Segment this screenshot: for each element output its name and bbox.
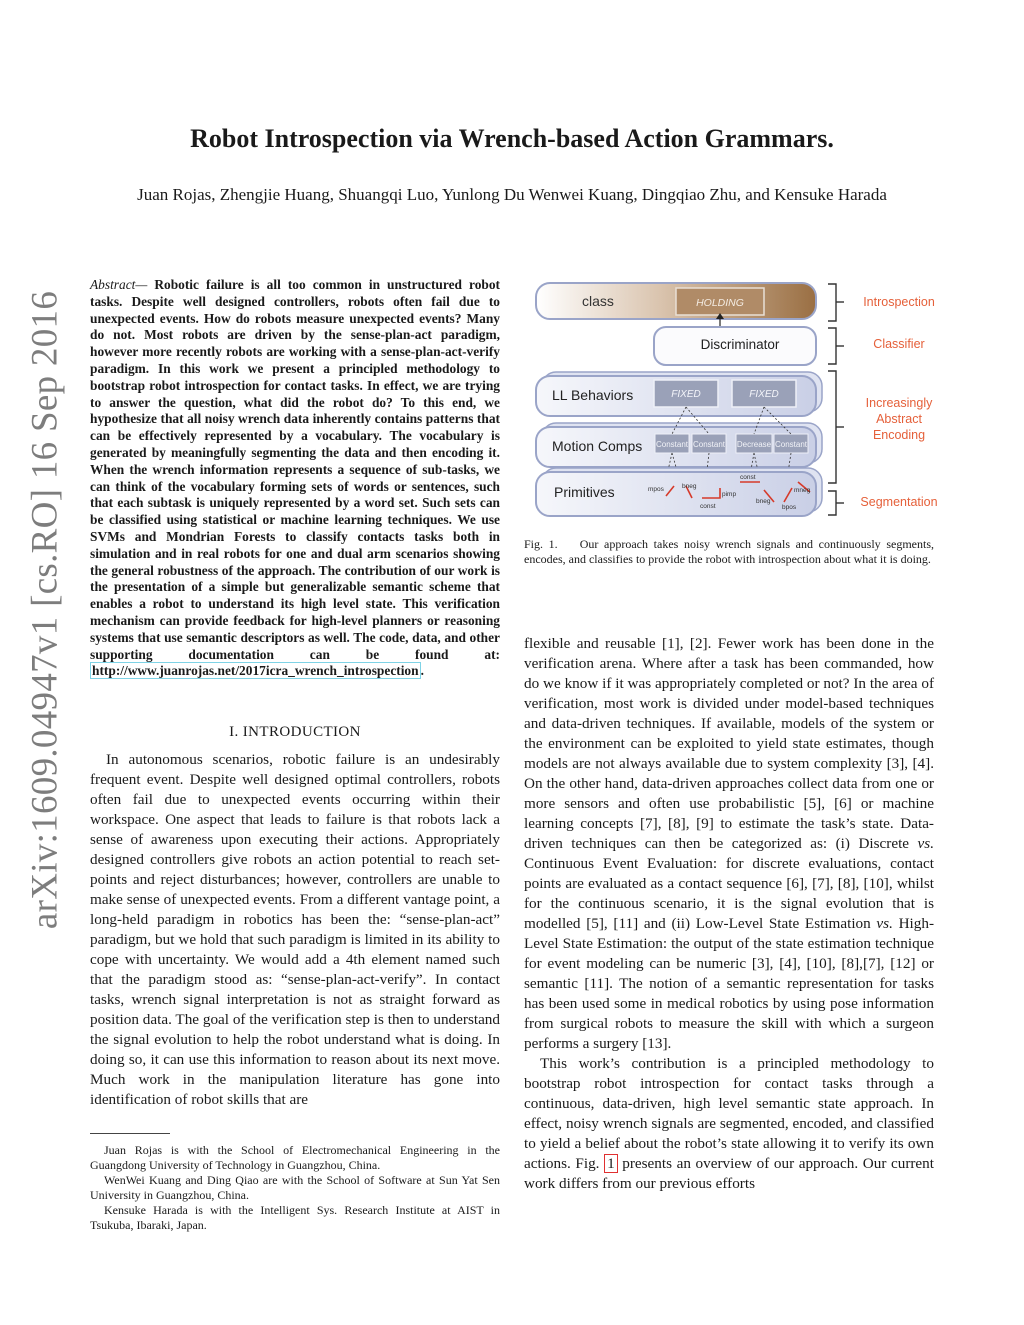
code-link[interactable]: http://www.juanrojas.net/2017icra_wrench_introspection — [92, 663, 419, 679]
primitive-label: mpos — [648, 486, 664, 493]
primitive-label: bneg — [756, 498, 771, 505]
text-run: presents an overview of our approach. Our current work differs from our previous efforts — [524, 1155, 934, 1192]
paper-authors: Juan Rojas, Zhengjie Huang, Shuangqi Luo, Yunlong Du Wenwei Kuang, Dingqiao Zhu, and Kensuke Harada — [137, 185, 887, 204]
layer-label: class — [582, 293, 614, 309]
abstract-end: . — [420, 663, 424, 679]
discriminator-label: Discriminator — [700, 337, 780, 352]
text-run: This work’s contribution is a principled methodology to bootstrap robot introspection for contact tasks through a continuous, data-driven, high level semantic state approach. In effect, noisy wrench signals are segmented, encoded, and classified to yield a belief about the robot’s state allowing it to verify its own actions. Fig. — [524, 1055, 934, 1172]
primitive-label: bneg — [682, 483, 697, 490]
motion-comp-label: Decrease — [736, 440, 772, 449]
classifier-label: Classifier — [873, 337, 925, 351]
figure-caption — [524, 537, 934, 567]
motion-comp-label: Constant — [692, 440, 726, 449]
figure-1 — [524, 276, 944, 521]
holding-label: HOLDING — [696, 297, 744, 309]
primitive-label: const — [700, 503, 716, 510]
footnote: Juan Rojas is with the School of Electromechanical Engineering in the Guangdong University of Technology in Guangzhou, China. — [90, 1143, 500, 1172]
introspection-label: Introspection — [863, 295, 935, 309]
abstract — [90, 277, 500, 680]
motion-comp-label: Constant — [655, 440, 689, 449]
right-paragraph — [524, 1054, 934, 1194]
fixed-label: FIXED — [671, 389, 701, 400]
layer-label: Primitives — [554, 484, 615, 500]
text-run: flexible and reusable [1], [2]. Fewer work has been done in the verification arena. Where after a task has been commanded, how do we know if it was appropriately completed or not? In the area of verification, most work is divided under model-based techniques and data-driven techniques. If available, models of the system or the environment can be exploited to yield state estimates, though models are not always available due to system complexity [3], [4]. On the other hand, data-driven approaches collect data from one or more sensors and often use probabilistic [5], [6] or machine learning concepts [7], [8], [9] to estimate the task’s state. Data-driven techniques can then be categorized as: (i) Discrete — [524, 635, 934, 852]
intro-paragraph: In autonomous scenarios, robotic failure is an undesirably frequent event. Despite well designed optimal controllers, robots often fail due to unexpected events occurring within their workspace. One aspect that leads to failure is that robots lack a sense of awareness upon executing their actions. Appropriately designed controllers give robots an action potential to reach set-points and reject disturbances; however, controllers are unable to make sense of unexpected events. From a different vantage point, a long-held paradigm in robotics has been the: “sense-plan-act” paradigm, but we hold that such paradigm is limited in its ability to cope with uncertainty. We would add a 4th element named such that the paradigm stood as: “sense-plan-act-verify”. In contact tasks, wrench signal interpretation is not as straight forward as position data. The goal of the verification step is then to understand the signal evolution to help the robot understand what is doing. In doing so, it can use this information to reason about its next move. Much work in the manipulation literature has gone into identification of robot skills that are — [90, 751, 500, 1108]
primitive-label: const — [740, 474, 756, 481]
figure-reference-link[interactable]: 1 — [604, 1154, 618, 1173]
footnote-rule — [90, 1133, 170, 1134]
encoding-label: Abstract — [876, 412, 922, 426]
layer-label: Motion Comps — [552, 438, 643, 454]
vs-italic: vs. — [917, 835, 934, 852]
text-run: High-Level State Estimation: the output of the state estimation technique for event modeling can be numeric [3], [4], [10], [8],[7], [12] or semantic [11]. The notion of a semantic representation for tasks has been used some in medical robotics by using pose information from surgical robots to measure the skill with which a surgeon performs a surgery [13]. — [524, 915, 934, 1052]
encoding-label: Increasingly — [865, 396, 933, 410]
layer-label: LL Behaviors — [552, 387, 634, 403]
vs-italic: vs. — [876, 915, 893, 932]
primitive-label: pimp — [722, 491, 737, 498]
intro-column — [90, 750, 500, 1110]
footnotes — [90, 1143, 500, 1233]
primitive-label: mneg — [794, 487, 811, 494]
footnote: WenWei Kuang and Ding Qiao are with the School of Software at Sun Yat Sen University in Guangzhou, China. — [90, 1173, 500, 1202]
segmentation-label: Segmentation — [860, 495, 938, 509]
primitive-label: bpos — [782, 504, 797, 511]
caption-label: Fig. 1. — [524, 537, 558, 551]
arxiv-id: arXiv:1609.04947v1 [cs.RO] 16 Sep 2016 — [24, 290, 66, 930]
abstract-lead: Abstract— — [90, 277, 148, 292]
caption-text: Our approach takes noisy wrench signals and continuously segments, encodes, and classifies to provide the robot with introspection about what it is doing. — [524, 537, 934, 566]
paper-title: Robot Introspection via Wrench-based Action Grammars. — [190, 124, 834, 153]
right-paragraph — [524, 634, 934, 1054]
abstract-text: Robotic failure is all too common in unstructured robot tasks. Despite well designed controllers, robots often fail due to unexpected events. How do robots measure unexpected events? Many do not. Most robots are driven by the sense-plan-act paradigm, however more recently robots are working with a sense-plan-act-verify paradigm. In this work we present a principled methodology to bootstrap robot introspection for contact tasks. In effect, we are trying to answer the question, what did the robot do? To this end, we hypothesize that all noisy wrench data inherently contains patterns that can be effectively represented by a vocabulary. The vocabulary is generated by meaningfully segmenting the data and then encoding it. When the wrench information represents a sequence of sub-tasks, we can think of the vocabulary forming sets of words or sentences, such that each subtask is uniquely represented by a word set. Such sets can be classified using statistical or machine learning techniques. We use SVMs and Mondrian Forests to classify contacts tasks both in simulation and in real robots for one and dual arm scenarios showing the general robustness of the approach. The contribution of our work is the presentation of a simple but generalizable semantic scheme that enables a robot to understand its high level state. This verification mechanism can provide feedback for high-level planners or reasoning systems that use semantic descriptors as well. The code, data, and other supporting documentation can be found at: — [90, 277, 500, 662]
motion-comp-label: Constant — [774, 440, 808, 449]
right-column — [524, 634, 934, 1194]
section-heading: I. INTRODUCTION — [229, 724, 361, 740]
encoding-label: Encoding — [872, 428, 926, 442]
arxiv-stamp — [10, 290, 80, 930]
footnote: Kensuke Harada is with the Intelligent Sys. Research Institute at AIST in Tsukuba, Ibaraki, Japan. — [90, 1203, 500, 1232]
text-run: Continuous Event Evaluation: for discrete evaluations, contact points are evaluated as a contact sequence [6], [7], [8], [10], whilst for the continuous scenario, it is the signal evolution that is modelled [5], [11] and (ii) Low-Level State Estimation — [524, 855, 934, 932]
fixed-label: FIXED — [749, 389, 779, 400]
